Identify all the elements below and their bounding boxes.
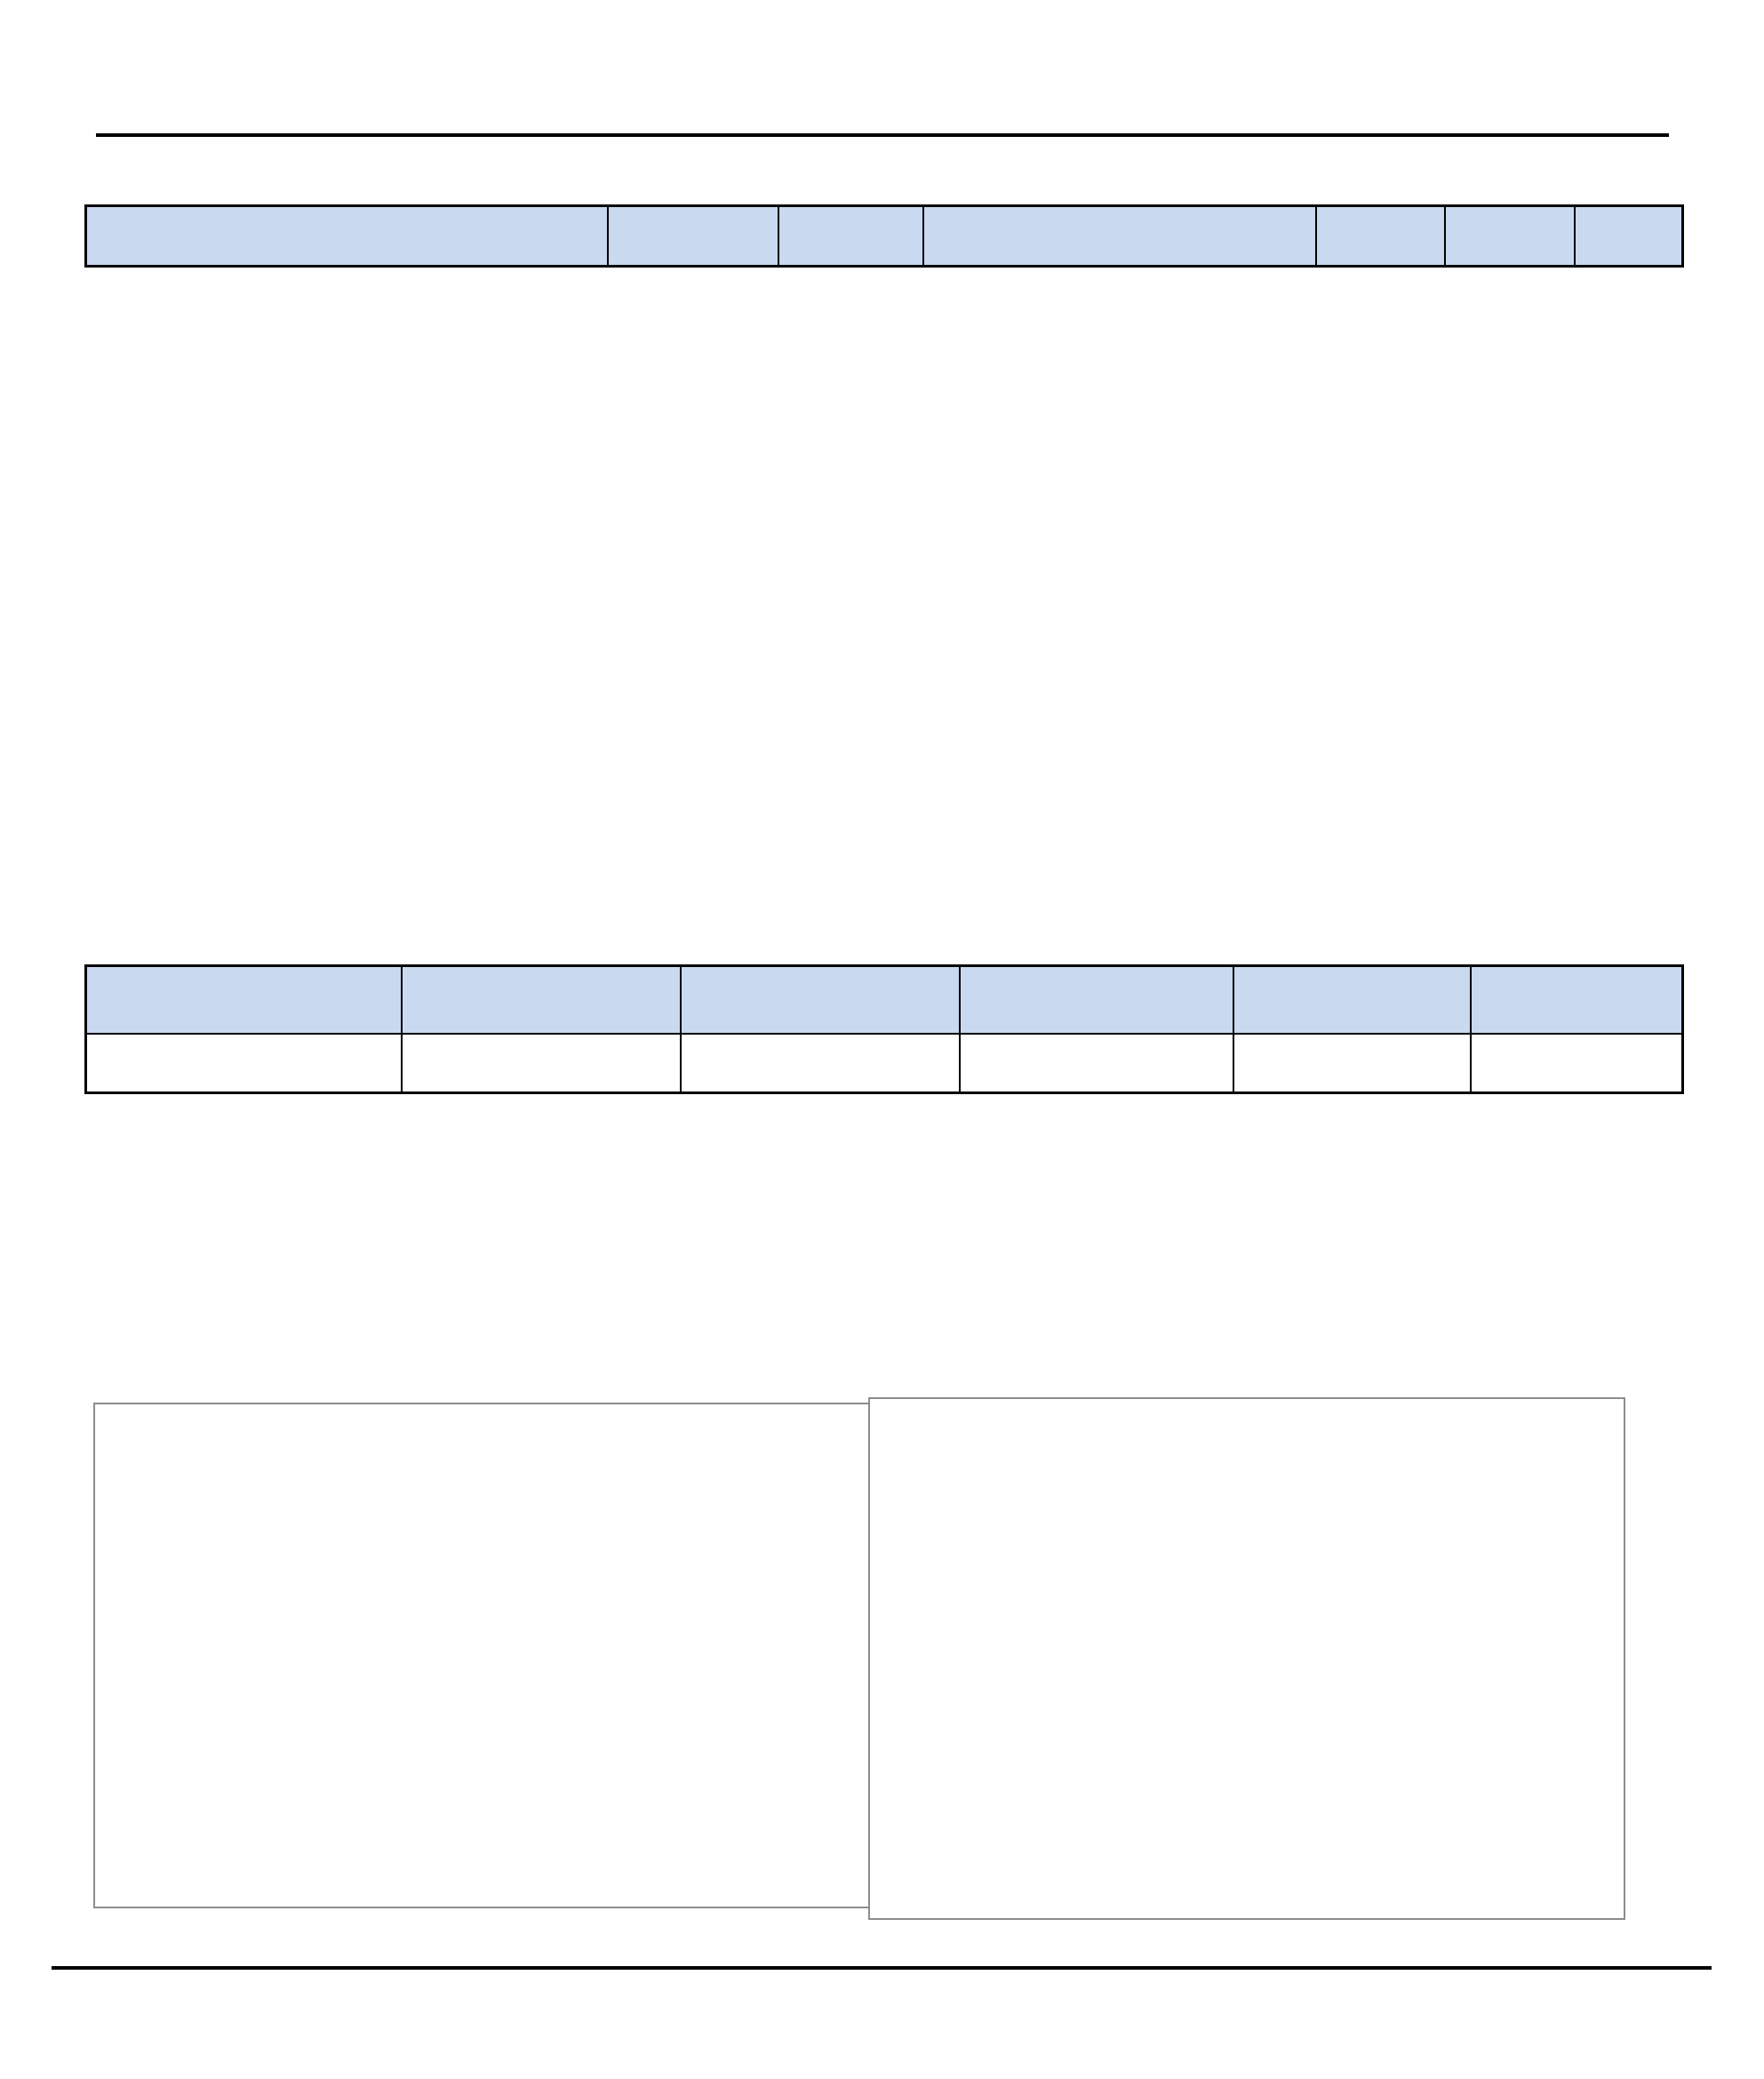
table-cell <box>86 1034 402 1093</box>
section-characteristics-heading <box>84 1347 93 1373</box>
column-header <box>1316 206 1445 267</box>
column-header <box>402 966 681 1035</box>
column-header <box>1445 206 1575 267</box>
section-electrical-heading <box>84 167 93 193</box>
table-cell <box>681 1034 960 1093</box>
footer-rule <box>52 1966 1712 1970</box>
table-cell <box>402 1034 681 1093</box>
column-header <box>1233 966 1471 1035</box>
column-header <box>923 206 1316 267</box>
ordering-information-table <box>84 964 1684 1094</box>
static-characteristic-chart <box>868 1397 1625 1920</box>
table-cell <box>1233 1034 1471 1093</box>
table-cell <box>960 1034 1233 1093</box>
column-header <box>681 966 960 1035</box>
electrical-characteristics-table <box>84 204 1684 268</box>
column-header <box>778 206 923 267</box>
table-header-row <box>86 206 1683 267</box>
table-cell <box>1471 1034 1683 1093</box>
header-rule <box>96 133 1669 137</box>
column-header <box>86 966 402 1035</box>
column-header <box>1471 966 1683 1035</box>
table-row <box>86 1034 1683 1093</box>
column-header <box>1575 206 1683 267</box>
power-derating-chart <box>93 1403 872 1908</box>
column-header <box>608 206 778 267</box>
column-header <box>86 206 608 267</box>
section-ordering-heading <box>84 932 93 957</box>
column-header <box>960 966 1233 1035</box>
table-header-row <box>86 966 1683 1035</box>
